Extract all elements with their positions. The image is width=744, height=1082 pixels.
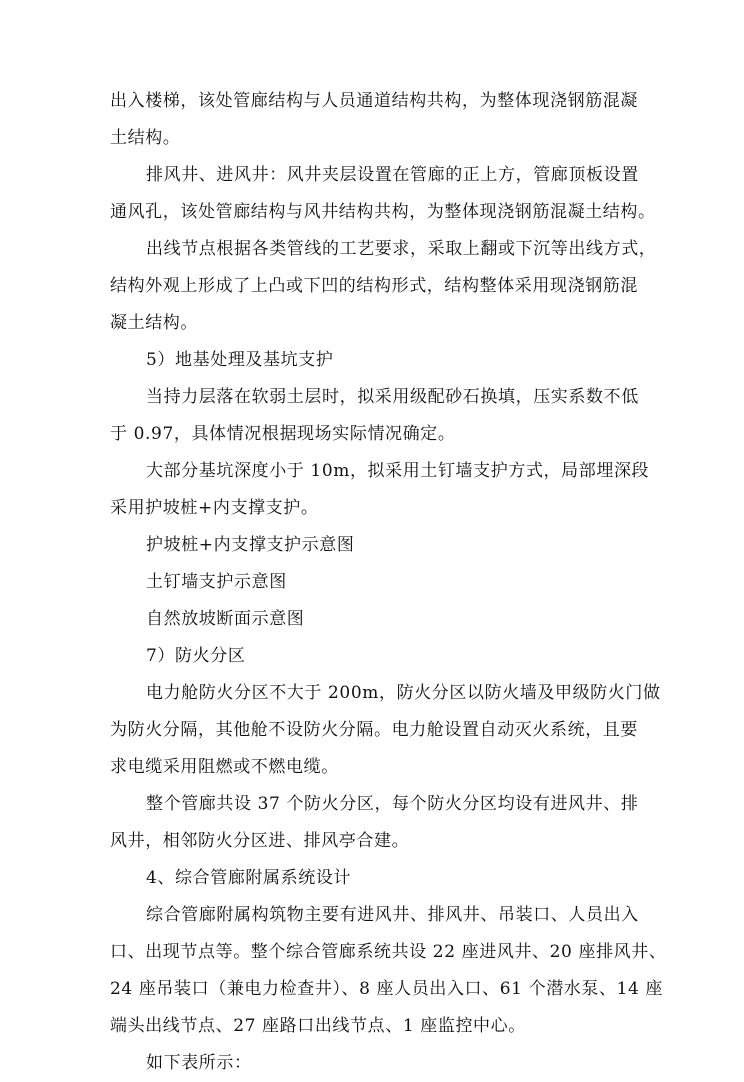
text-line: 端头出线节点、27 座路口出线节点、1 座监控中心。	[110, 1016, 526, 1036]
text-line: 采用护坡桩+内支撑支护。	[110, 498, 319, 518]
section-heading: 5）地基处理及基坑支护	[146, 350, 334, 370]
figure-caption: 护坡桩+内支撑支护示意图	[146, 535, 355, 555]
text-line: 于 0.97，具体情况根据现场实际情况确定。	[110, 424, 456, 444]
text-line: 土结构。	[110, 128, 181, 148]
text-line: 风井，相邻防火分区进、排风亭合建。	[110, 831, 410, 851]
paragraph-start: 如下表所示：	[146, 1053, 252, 1073]
paragraph-start: 排风井、进风井：风井夹层设置在管廊的正上方，管廊顶板设置	[146, 165, 639, 185]
paragraph-start: 当持力层落在软弱土层时，拟采用级配砂石换填，压实系数不低	[146, 387, 639, 407]
paragraph-start: 综合管廊附属构筑物主要有进风井、排风井、吊装口、人员出入	[146, 905, 639, 925]
paragraph-start: 出线节点根据各类管线的工艺要求，采取上翻或下沉等出线方式，	[146, 239, 657, 259]
paragraph-start: 大部分基坑深度小于 10m，拟采用土钉墙支护方式，局部埋深段	[146, 461, 650, 481]
text-line: 求电缆采用阻燃或不燃电缆。	[110, 757, 339, 777]
text-line: 结构外观上形成了上凸或下凹的结构形式，结构整体采用现浇钢筋混	[110, 276, 638, 296]
text-line: 通风孔，该处管廊结构与风井结构共构，为整体现浇钢筋混凝土结构。	[110, 202, 656, 222]
text-line: 凝土结构。	[110, 313, 198, 333]
text-line: 口、出现节点等。整个综合管廊系统共设 22 座进风井、20 座排风井、	[110, 942, 667, 962]
figure-caption: 自然放坡断面示意图	[146, 609, 305, 629]
text-line: 为防火分隔，其他舱不设防火分隔。电力舱设置自动灭火系统，且要	[110, 720, 638, 740]
section-heading: 7）防火分区	[146, 646, 246, 666]
text-line: 24 座吊装口（兼电力检查井）、8 座人员出入口、61 个潜水泵、14 座	[110, 979, 664, 999]
text-line: 出入楼梯，该处管廊结构与人员通道结构共构，为整体现浇钢筋混凝	[110, 91, 638, 111]
figure-caption: 土钉墙支护示意图	[146, 572, 287, 592]
paragraph-start: 整个管廊共设 37 个防火分区，每个防火分区均设有进风井、排	[146, 794, 639, 814]
document-page	[110, 83, 667, 1082]
section-heading: 4、综合管廊附属系统设计	[146, 868, 352, 888]
paragraph-start: 电力舱防火分区不大于 200m，防火分区以防火墙及甲级防火门做	[146, 683, 661, 703]
